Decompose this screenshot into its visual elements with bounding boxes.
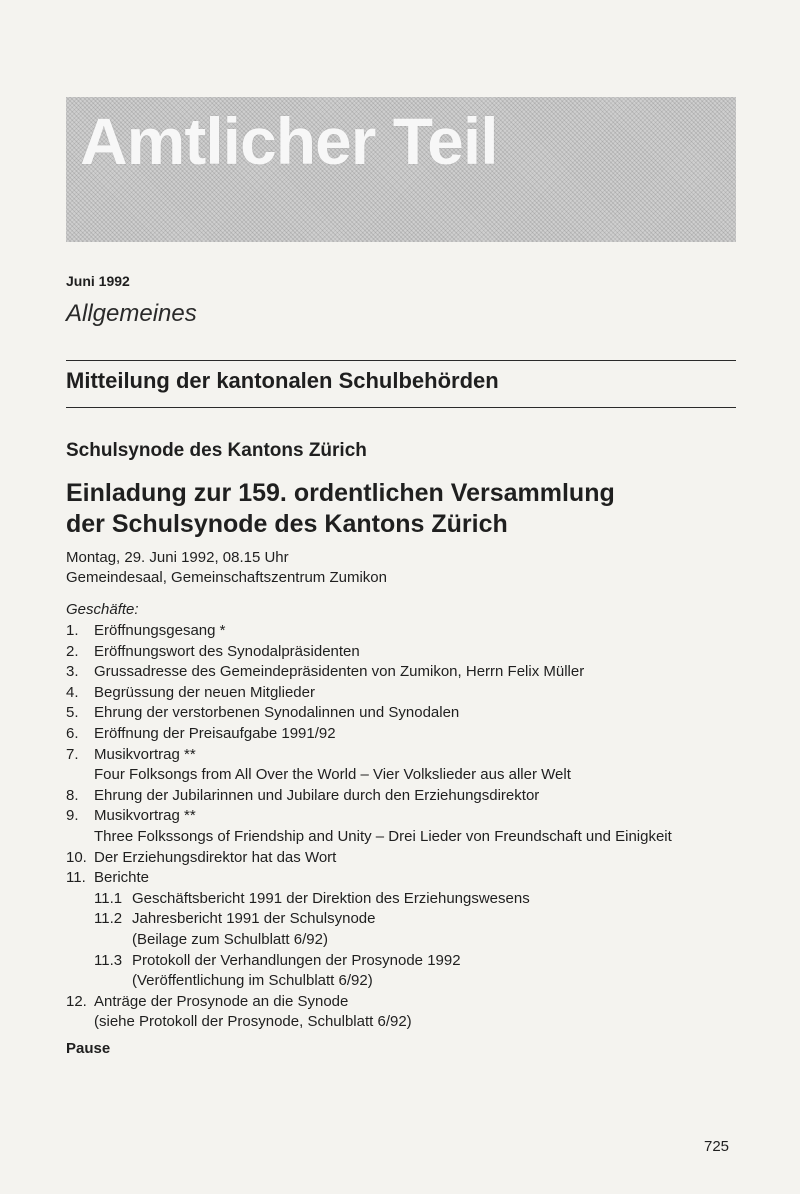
- agenda-subitem: [66, 889, 746, 910]
- agenda-subitem-number: 11.3: [94, 951, 123, 969]
- meeting-location: Gemeindesaal, Gemeinschaftszentrum Zumikon: [66, 569, 387, 586]
- agenda-item: [66, 868, 746, 889]
- agenda-item: [66, 848, 746, 869]
- agenda-list: [66, 621, 746, 1033]
- header-banner: [66, 97, 736, 242]
- agenda-subitem-continuation: (Beilage zum Schulblatt 6/92): [132, 930, 328, 948]
- pause-label: Pause: [66, 1040, 111, 1057]
- agenda-item: [66, 683, 746, 704]
- agenda-subitem-continuation: (Veröffentlichung im Schulblatt 6/92): [132, 972, 373, 990]
- meeting-date: Montag, 29. Juni 1992, 08.15 Uhr: [66, 549, 289, 566]
- agenda-subitem-text: Jahresbericht 1991 der Schulsynode: [132, 910, 376, 928]
- agenda-item-number: 1.: [66, 622, 79, 639]
- agenda-item-continuation: (siehe Protokoll der Prosynode, Schulblatt 6/92): [94, 1013, 412, 1031]
- agenda-item-number: 8.: [66, 786, 79, 804]
- agenda-item: [66, 745, 746, 766]
- agenda-item: [66, 806, 746, 827]
- invitation-title: [66, 478, 615, 540]
- agenda-item-number: 11.: [66, 869, 86, 887]
- agenda-item-number: 5.: [66, 704, 79, 722]
- agenda-item-text: Grussadresse des Gemeindepräsidenten von Zumikon, Herrn Felix Müller: [94, 663, 585, 681]
- agenda-subitem: [66, 909, 746, 930]
- agenda-item-text: Begrüssung der neuen Mitglieder: [94, 683, 315, 701]
- agenda-item-number: 2.: [66, 642, 79, 660]
- agenda-item-number: 7.: [66, 745, 79, 763]
- meeting-details: [66, 548, 387, 588]
- agenda-item-text: Musikvortrag **: [94, 807, 196, 825]
- agenda-item: [66, 992, 746, 1013]
- notice-heading: Mitteilung der kantonalen Schulbehörden: [66, 368, 499, 393]
- issue-date: Juni 1992: [66, 273, 130, 289]
- agenda-subitem: [66, 951, 746, 972]
- divider-bottom: [66, 407, 736, 408]
- agenda-item-text: Eröffnungsgesang *: [94, 622, 226, 639]
- agenda-item-text: Der Erziehungsdirektor hat das Wort: [94, 848, 337, 866]
- agenda-item-number: 9.: [66, 807, 79, 825]
- invitation-title-line: Einladung zur 159. ordentlichen Versammlung: [66, 479, 615, 507]
- agenda-item-number: 12.: [66, 992, 87, 1010]
- agenda-item: [66, 703, 746, 724]
- agenda-label: Geschäfte:: [66, 601, 139, 618]
- invitation-title-line: der Schulsynode des Kantons Zürich: [66, 510, 508, 538]
- agenda-subitem-number: 11.1: [94, 889, 123, 907]
- agenda-item-number: 4.: [66, 683, 79, 701]
- agenda-item: [66, 724, 746, 745]
- banner-title: Amtlicher Teil: [80, 104, 498, 178]
- agenda-item-text: Eröffnung der Preisaufgabe 1991/92: [94, 724, 336, 742]
- agenda-item-number: 6.: [66, 724, 79, 742]
- agenda-item: [66, 642, 746, 663]
- agenda-item-continuation: Three Folkssongs of Friendship and Unity – Drei Lieder von Freundschaft und Einigkeit: [94, 827, 672, 845]
- agenda-item-text: Ehrung der Jubilarinnen und Jubilare durch den Erziehungsdirektor: [94, 786, 540, 804]
- agenda-item: [66, 786, 746, 807]
- agenda-subitem-text: Protokoll der Verhandlungen der Prosynode 1992: [132, 951, 461, 969]
- page-number: 725: [704, 1138, 730, 1155]
- agenda-item: [66, 662, 746, 683]
- agenda-item-text: Musikvortrag **: [94, 745, 196, 763]
- organization-subheading: Schulsynode des Kantons Zürich: [66, 440, 367, 461]
- agenda-item-text: Ehrung der verstorbenen Synodalinnen und Synodalen: [94, 704, 460, 722]
- agenda-item-continuation: Four Folksongs from All Over the World – Vier Volkslieder aus aller Welt: [94, 766, 571, 784]
- agenda-subitem-text: Geschäftsbericht 1991 der Direktion des Erziehungswesens: [132, 889, 530, 907]
- agenda-item-text: Berichte: [94, 869, 150, 887]
- agenda-item-number: 3.: [66, 663, 79, 681]
- agenda-item-text: Eröffnungswort des Synodalpräsidenten: [94, 642, 360, 660]
- section-title: Allgemeines: [66, 300, 197, 327]
- agenda-item-number: 10.: [66, 848, 87, 866]
- agenda-subitem-number: 11.2: [94, 910, 123, 928]
- divider-top: [66, 360, 736, 361]
- agenda-item-text: Anträge der Prosynode an die Synode: [94, 992, 349, 1010]
- agenda-item: [66, 621, 746, 642]
